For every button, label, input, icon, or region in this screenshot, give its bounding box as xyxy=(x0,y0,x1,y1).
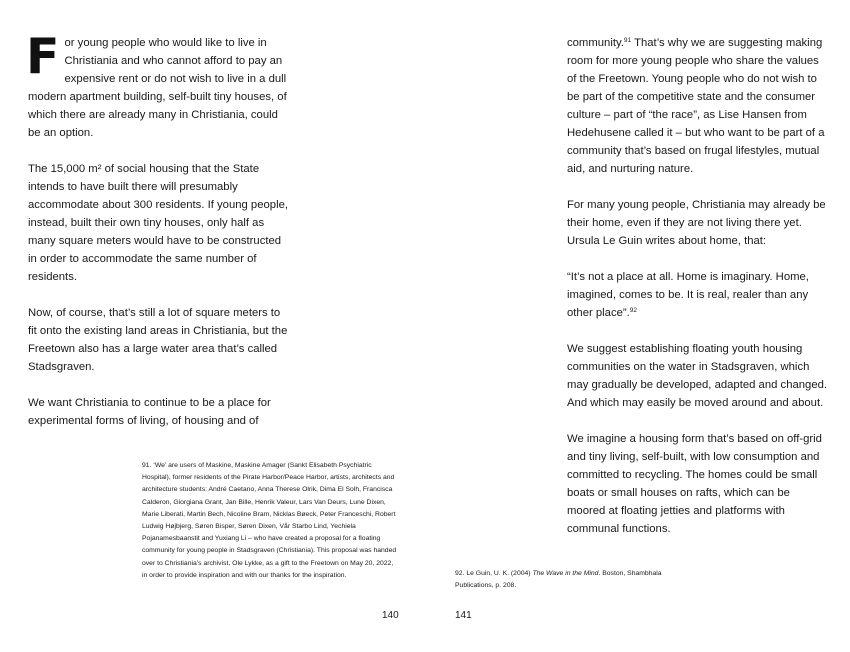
footnote-92-prefix: 92. Le Guin, U. K. (2004) xyxy=(455,570,533,577)
drop-cap: F xyxy=(26,28,60,85)
footnote-91: 91. ‘We’ are users of Maskine, Maskine Amager (Sankt Elisabeth Psychiatric Hospital), former residents of the Pirate Harbor/Peace Harbor, artists, architects and architecture students: André Caetano, Anna Therese Olrik, Dima El Solh, Francisca Calderon, Giorgiana Grant, Jan Bille, Henrik Valeur, Lars Van Deurs, Lune Dixen, Marie Liberati, Martin Bech, Nicoline Bram, Nicklas Bøeck, Peter Franceschi, Robert Ludwig Højbjerg, Søren Bisper, Søren Dixen, Vår Starbo Lind, Yechiela Pojanamesbaanstit and Yuxiang Li – who have created a proposal for a floating community for young people in Stadsgraven (Christiania). This proposal was handed over to Christiania’s archivist, Ole Lykke, as a gift to the Freetown on May 20, 2022, in order to provide inspiration and with our thanks for the inspiration. xyxy=(142,462,397,579)
left-body-text xyxy=(26,28,290,448)
paragraph-2: The 15,000 m² of social housing that the State intends to have built there will presumably accommodate about 300 residents. If young people, instead, built their own tiny houses, only half as many square meters would have to be constructed in order to accommodate the same number of residents. xyxy=(28,163,288,283)
paragraph-4: We want Christiania to continue to be a place for experimental forms of living, of housing and of xyxy=(28,397,271,427)
paragraph-6: For many young people, Christiania may already be their home, even if they are not living there yet. Ursula Le Guin writes about home, that: xyxy=(567,199,826,247)
paragraph-8: We suggest establishing floating youth housing communities on the water in Stadsgraven, which may gradually be developed, adapted and changed. And which may easily be moved around and about. xyxy=(567,343,828,409)
right-body-text xyxy=(567,34,829,556)
footnote-92-title: The Wave in the Mind xyxy=(532,570,599,577)
paragraph-9: We imagine a housing form that’s based on off-grid and tiny living, self-built, with low consumption and committed to recycling. The homes could be small boats or small houses on rafts, which can be moored at floating jetties and platforms with communal functions. xyxy=(567,433,822,535)
footnote-ref-91: 91 xyxy=(623,37,632,44)
paragraph-1 xyxy=(26,28,290,142)
page-number-left: 140 xyxy=(382,610,399,621)
right-page xyxy=(425,0,850,652)
paragraph-3: Now, of course, that’s still a lot of square meters to fit onto the existing land areas in Christiania, but the Freetown also has a large water area that’s called Stadsgraven. xyxy=(28,307,288,373)
quote-paragraph xyxy=(567,268,829,322)
footnote-92 xyxy=(455,568,687,592)
paragraph-5 xyxy=(567,34,829,178)
paragraph-1-text: or young people who would like to live in Christiania and who cannot afford to pay an expensive rent or do not wish to live in a dull modern apartment building, self-built tiny houses, of which there are already many in Christiania, could be an option. xyxy=(28,37,287,139)
quote-text: “It’s not a place at all. Home is imaginary. Home, imagined, comes to be. It is real, realer than any other place”. xyxy=(567,271,809,319)
page-number-right: 141 xyxy=(455,610,472,621)
paragraph-5-start: community. xyxy=(567,37,624,49)
footnote-92-suffix: . Boston, Shambhala Publications, p. 208. xyxy=(455,570,662,590)
footnote-ref-92: 92 xyxy=(629,307,638,314)
paragraph-5-rest: That’s why we are suggesting making room for more young people who share the values of the Freetown. Young people who do not wish to be part of the competitive state and the consumer culture – part of “the race”, as Lise Hansen from Hedehusene called it – but who want to be part of a community that’s based on frugal lifestyles, mutual aid, and nurturing nature. xyxy=(567,37,825,175)
